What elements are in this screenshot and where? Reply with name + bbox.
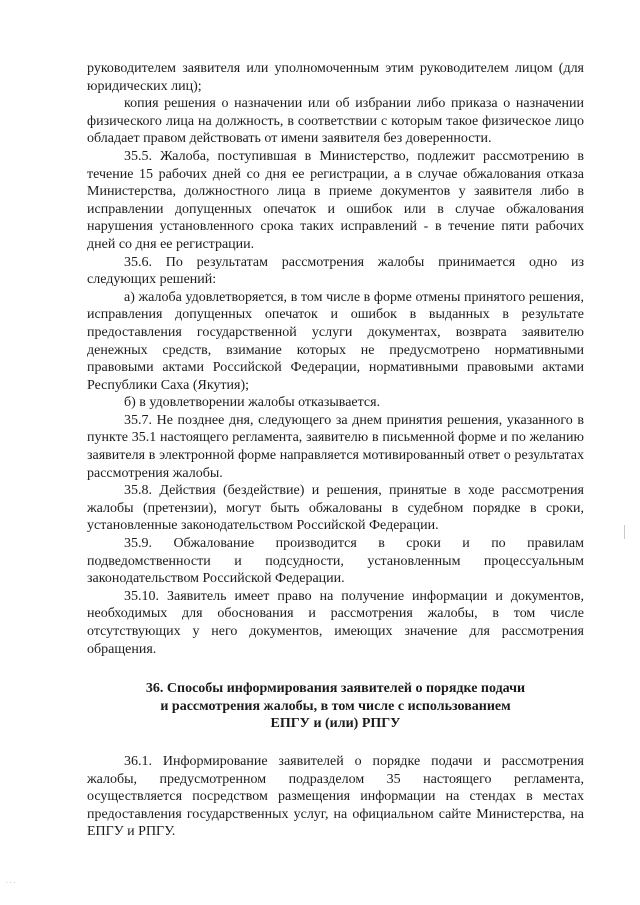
paragraph-applicant-representative: руководителем заявителя или уполномоченным этим руководителем лицом (для юридических лиц); (87, 61, 584, 94)
paragraph-appointment-copy: копия решения о назначении или об избрании либо приказа о назначении физического лица на должность, в соответствии с которым такое физическое лицо обладает правом действовать от имени заявителя без доверенности. (87, 96, 584, 147)
section-heading-line-3: ЕПГУ и (или) РПГУ (270, 716, 401, 732)
paragraph-35-8: 35.8. Действия (бездействие) и решения, принятые в ходе рассмотрения жалобы (претензии), могут быть обжалованы в судебном порядке в сроки, установленные законодательством Российской Федерации. (87, 483, 584, 534)
paragraph-35-9: 35.9. Обжалование производится в сроки и по правилам подведомственности и подсудности, установленным процессуальным законодательством Российской Федерации. (87, 536, 584, 587)
scan-artifact-corner: · · · (6, 880, 16, 887)
paragraph-35-10: 35.10. Заявитель имеет право на получение информации и документов, необходимых для обоснования и рассмотрения жалобы, в том числе отсутствующих у него документов, имеющих значение для рассмотрения обращения. (87, 588, 584, 657)
section-heading-line-1: 36. Способы информирования заявителей о порядке подачи (145, 681, 526, 697)
section-heading-36 (87, 680, 584, 733)
section-heading-line-2: и рассмотрения жалобы, в том числе с использованием (160, 698, 511, 714)
paragraph-35-5: 35.5. Жалоба, поступившая в Министерство, подлежит рассмотрению в течение 15 рабочих дней со дня ее регистрации, а в случае обжалования отказа Министерства, должностного лица в приеме документов у заявителя либо в исправлении допущенных опечаток и ошибок или в случае обжалования нарушения установленного срока таких исправлений - в течение пяти рабочих дней со дня ее регистрации. (87, 148, 584, 252)
paragraph-35-6-b: б) в удовлетворении жалобы отказывается. (124, 395, 381, 411)
paragraph-35-6-a: а) жалоба удовлетворяется, в том числе в форме отмены принятого решения, исправления допущенных опечаток и ошибок в выданных в результате предоставления государственной услуги документах, возврата заявителю денежных средств, взимание которых не предусмотрено нормативными правовыми актами Российской Федерации, нормативными правовыми актами Республики Саха (Якутия); (87, 289, 584, 393)
document-body (87, 60, 584, 841)
paragraph-35-7: 35.7. Не позднее дня, следующего за днем принятия решения, указанного в пункте 35.1 настоящего регламента, заявителю в письменной форме и по желанию заявителя в электронной форме направляется мотивированный ответ о результатах рассмотрения жалобы. (87, 412, 584, 481)
scan-artifact-right (624, 525, 625, 539)
paragraph-36-1: 36.1. Информирование заявителей о порядке подачи и рассмотрения жалобы, предусмотренном подразделом 35 настоящего регламента, осуществляется посредством размещения информации на стендах в местах предоставления государственных услуг, на официальном сайте Министерства, на ЕПГУ и РПГУ. (87, 753, 584, 840)
paragraph-35-6: 35.6. По результатам рассмотрения жалобы принимается одно из следующих решений: (87, 254, 584, 288)
